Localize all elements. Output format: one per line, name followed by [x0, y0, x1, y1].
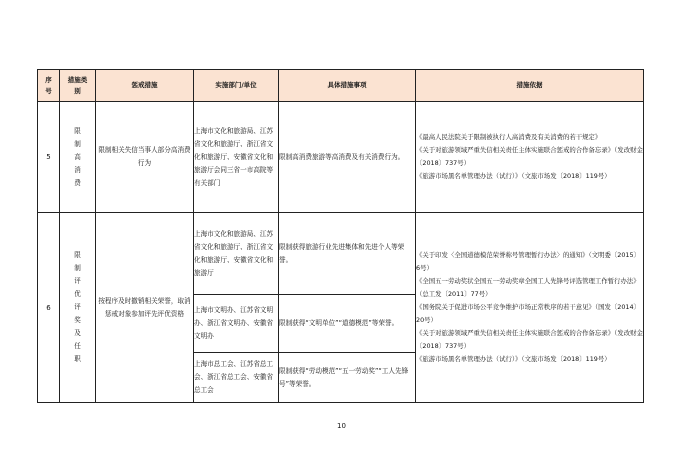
row-dept: 上海市文化和旅游局、江苏省文化和旅游厅、浙江省文化和旅游厅、安徽省文化和旅游厅 [194, 213, 279, 295]
row-basis [416, 102, 644, 213]
basis-item: 《最高人民法院关于限制被执行人高消费及有关消费的若干规定》 [416, 133, 602, 141]
basis-item: 《旅游市场黑名单管理办法（试行）》（文旅市场发〔2018〕119号） [416, 355, 611, 363]
row-dept: 上海市文化和旅游局、江苏省文化和旅游厅、浙江省文化和旅游厅、安徽省文化和旅游厅会同三省一市高院等有关部门 [194, 102, 279, 213]
header-category: 措施类别 [60, 70, 96, 102]
basis-item: 《关于对旅游领域严重失信相关责任主体实施联合惩戒的合作备忘录》（发改财金〔2018〕737号） [416, 329, 643, 350]
table-row [38, 102, 644, 213]
row-measure: 按程序及时撤销相关荣誉，取消惩戒对象参加评先评优资格 [96, 213, 194, 403]
table-row [38, 213, 644, 295]
basis-item: 《旅游市场黑名单管理办法（试行）》（文旅市场发〔2018〕119号） [416, 172, 611, 180]
row-basis [416, 213, 644, 403]
row-dept: 上海市文明办、江苏省文明办、浙江省文明办、安徽省文明办 [194, 295, 279, 353]
page-number: 10 [337, 422, 346, 430]
row-category: 限制高消费 [60, 102, 96, 213]
row-seq: 5 [38, 102, 60, 213]
row-item: 限制获得“劳动模范”“五一劳动奖”“工人先锋号”等荣誉。 [279, 353, 416, 403]
header-basis: 措施依据 [416, 70, 644, 102]
header-dept: 实施部门/单位 [194, 70, 279, 102]
header-row [38, 70, 644, 102]
row-item: 限制获得“文明单位”“道德模范”等荣誉。 [279, 295, 416, 353]
header-measure: 惩戒措施 [96, 70, 194, 102]
basis-item: 《关于印发〈全国道德模范荣誉称号管理暂行办法〉的通知》（文明委〔2015〕6号） [416, 251, 640, 272]
row-category: 限制评优评奖及任职 [60, 213, 96, 403]
header-seq: 序号 [38, 70, 60, 102]
basis-item: 《国务院关于促进市场公平竞争维护市场正常秩序的若干意见》（国发〔2014〕20号） [416, 303, 640, 324]
basis-item: 《全国五一劳动奖状全国五一劳动奖章全国工人先锋号评选管理工作暂行办法》（总工发〔2011〕77号） [416, 277, 640, 298]
measures-table [37, 69, 644, 403]
row-item: 限制高消费旅游等高消费及有关消费行为。 [279, 102, 416, 213]
row-dept: 上海市总工会、江苏省总工会、浙江省总工会、安徽省总工会 [194, 353, 279, 403]
basis-item: 《关于对旅游领域严重失信相关责任主体实施联合惩戒的合作备忘录》（发改财金〔2018〕737号） [416, 146, 643, 167]
row-item: 限制获得旅游行业先进集体和先进个人等荣誉。 [279, 213, 416, 295]
row-seq: 6 [38, 213, 60, 403]
row-measure: 限制相关失信当事人部分高消费行为 [96, 102, 194, 213]
header-item: 具体措施事项 [279, 70, 416, 102]
